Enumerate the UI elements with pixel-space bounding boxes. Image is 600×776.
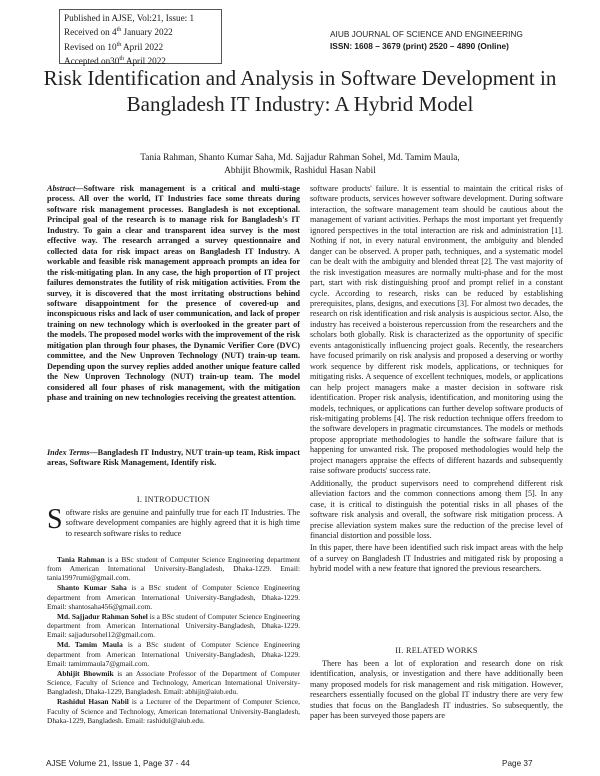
index-terms (47, 448, 300, 469)
abstract-label: Abstract— (47, 184, 84, 193)
body-paragraph: In this paper, there have been identified such risk impact areas with the help of a survey on Bangladesh IT Industries and mitigated risk by proposing a hybrid model with a new feature that ignored the previous researchers. (310, 543, 563, 574)
body-paragraph: software products' failure. It is essential to maintain the critical risks of software products, services however software development. During software interaction, the software management team should be cautious about the management of variant activities. Perhaps the most important yet frequently ignored perspectives in the total interaction are risk and administration [1]. Nothing if not, in every natural environment, the ambiguity and blended danger can be observed. A proper path, techniques, and a systematic model can be dealt with the ambiguity and blended threat [2]. The vast majority of the risk investigation measures are normally multi-phase and for the most part, start with risk distinguishing proof and prompt relief in a constant cycle. According to research, risks can be reduced by establishing prerequisites, plans, designs, and executions [3]. For almost two decades, the research on risk identification and risk analysis is auspicious sector. Also, the industry has received a boisterous repercussion from the researchers and the scholars both globally. Risk is characterized as the opportunity of specific events antagonistically influencing project goals. Recently, the researchers have focused primarily on risk analysis and proposed a deserving or worthy work sequence by different risk models, applications, or techniques for mitigating risks. A sequence of excellent techniques, models, or applications can help project managers make a master decision in software risk identification. Proper risk analysis, identification, and monitoring using the models, techniques, or applications can further develop software products of risk-mitigating problems [4]. The risk reduction technique offers freedom to the software developers in pragmatic circumstances. The models or methods propose appropriate methodologies to handle the software failure that is happening for unwanted risk. The proposed methodologies would help the project managers appraise the effects of different hazards and subsequently raise software products' success rate. (310, 184, 563, 476)
introduction-paragraph (47, 504, 300, 539)
authors-line-1: Tania Rahman, Shanto Kumar Saha, Md. Sajjadur Rahman Sohel, Md. Tamim Maula, (140, 153, 460, 163)
author-note: Tania Rahman is a BSc student of Computer Science Engineering department from American International University-Bangladesh, Dhaka-1229. Email: tania1997rumi@gmail.com. (47, 555, 300, 583)
publication-info-box (59, 9, 222, 67)
journal-issn: ISSN: 1608 – 3679 (print) 2520 – 4890 (Online) (330, 41, 509, 51)
related-works-text: There has been a lot of exploration and research done on risk identification, analysis, or investigation and there have additionally been many proposed models for risk management and risk mitigation. However, researchers essentially focused on the global IT industry there are very few studies that focus on the Bangladesh IT industries. So subsequently, the paper has been surveyed those papers are (310, 659, 563, 721)
footer-page-number: Page 37 (502, 759, 533, 768)
authors-line-2: Abhijit Bhowmik, Rashidul Hasan Nabil (224, 166, 376, 176)
abstract (47, 184, 300, 404)
related-works-heading: II. RELATED WORKS (395, 646, 478, 655)
footer-volume: AJSE Volume 21, Issue 1, Page 37 - 44 (46, 759, 190, 768)
author-note: Rashidul Hasan Nabil is a Lecturer of the Department of Computer Science, Faculty of Science and Technology, American International University-Bangladesh, Dhaka-1229, Bangladesh. Email: rashidul@aiub.edu. (47, 697, 301, 725)
introduction-heading: I. INTRODUCTION (136, 495, 211, 504)
index-terms-text: Bangladesh IT Industry, NUT train-up team, Risk impact areas, Software Risk Management, Identify risk. (47, 448, 301, 468)
author-note: Abhijit Bhowmik is an Associate Professor of the Department of Computer Science, Faculty of Science and Technology, American International University-Bangladesh, Dhaka-1229, Bangladesh. Email: abhijit@aiub.edu. (47, 668, 301, 697)
journal-header (330, 28, 558, 52)
drop-cap: S (47, 504, 63, 535)
related-works-body (310, 659, 563, 722)
paper-title: Risk Identification and Analysis in Software Development in Bangladesh IT Industry: A Hybrid Model (43, 66, 557, 116)
received-line: Received on 4th January 2022 (64, 27, 173, 38)
abstract-text: Software risk management is a critical and multi-stage process. All over the world, IT Industries face some threats during software risk management processes. Bangladesh is not exceptional. Principal goal of the research is to manage risk for Bangladesh's IT Industry. To gain a clear and transparent idea survey is the most effective way. The research arranged a survey questionnaire and collected data for risk impact areas on Bangladesh IT Industry. A workable and feasible risk management approach prompts an idea for the risk-mitigating plan. In any case, the high proportion of IT project failures demonstrates the futility of risk mitigation activities. From the survey, it is discovered that the most irritating obstructions behind software disappointment for the presence of covered-up and inconspicuous risks and lack of user communication, and lack of proper training on new technology which is overlooked in the greater part of the models. The proposed model works with the improvement of the risk mitigation plan through four phases, the Dynamic Verifier Core (DVC) committee, and the New Unproven Technology (NUT) train-up team. Depending upon the survey replies added another unique feature called the New Unproven Technology (NUT) train-up team. The model considered all four phases of risk management, with the mitigation phase and training on new technologies receiving the greatest attention. (47, 184, 300, 403)
author-note: Md. Tamim Maula is a BSc student of Computer Science Engineering department from American International University-Bangladesh, Dhaka-1229. Email: tamimmaula7@gmail.com. (47, 640, 300, 668)
author-note: Md. Sajjadur Rahman Sohel is a BSc student of Computer Science Engineering department from American International University-Bangladesh, Dhaka-1229. Email: sajjadursohel12@gmail.com. (47, 611, 300, 640)
right-column-body (310, 184, 563, 577)
published-line: Published in AJSE, Vol:21, Issue: 1 (64, 13, 195, 23)
index-terms-label: Index Terms— (47, 448, 98, 457)
author-list (40, 152, 560, 178)
accepted-line: Accepted on30th April 2022 (64, 56, 166, 67)
journal-name: AIUB JOURNAL OF SCIENCE AND ENGINEERING (330, 29, 523, 39)
introduction-text: oftware risks are genuine and painfully true for each IT Industries. The software development companies are highly agreed that it is high time to research software risks to reduce (65, 508, 300, 538)
author-note: Shanto Kumar Saha is a BSc student of Computer Science Engineering department from American International University-Bangladesh, Dhaka-1229. Email: shantosaha456@gmail.com. (47, 583, 300, 611)
revised-line: Revised on 10th April 2022 (64, 41, 164, 52)
body-paragraph: Additionally, the product supervisors need to comprehend different risk alleviation factors and the common connections among them [5]. In any case, it is critical to distinguish the potential risks in all phases of the software risk analysis and overall, the software risk mitigation process. A precise alleviation system makes sure the reduction of the precise level of financial distortion and possible loss. (310, 478, 563, 540)
author-notes (47, 555, 300, 726)
